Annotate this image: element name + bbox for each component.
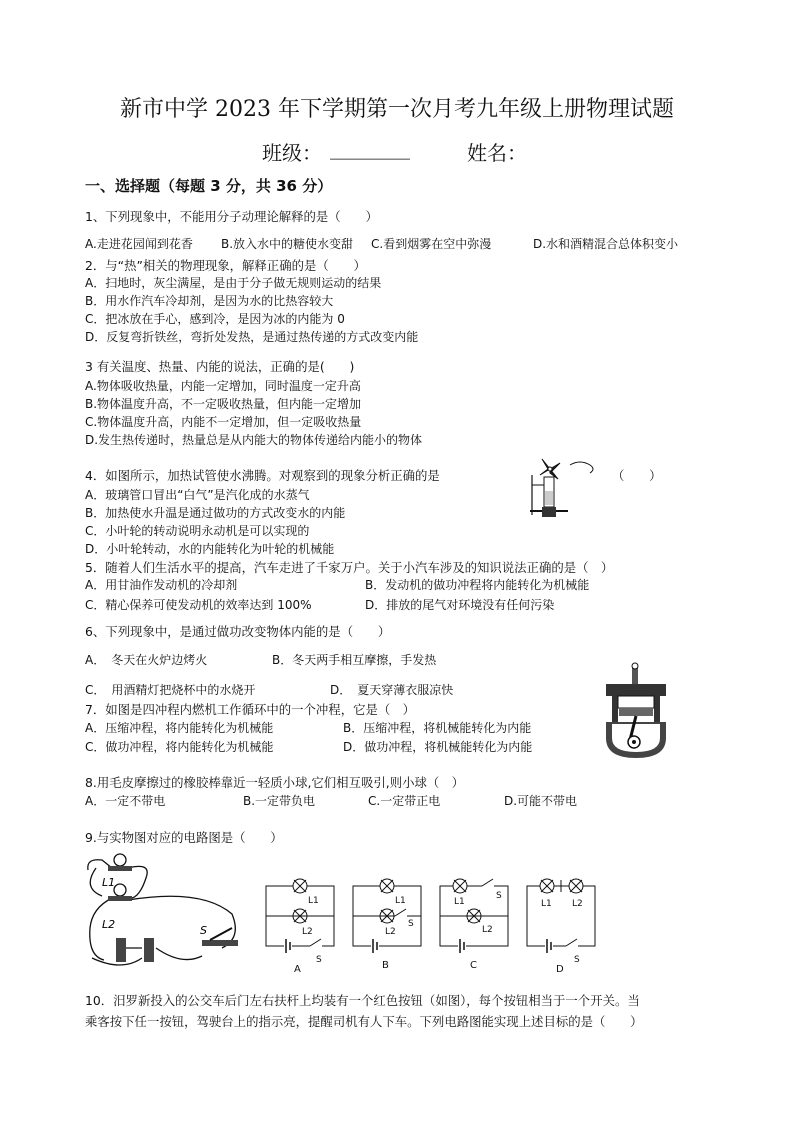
q7-engine-figure [598,660,674,760]
q3-option-a[interactable]: A.物体吸收热量，内能一定增加，同时温度一定升高 [85,379,361,393]
q4-option-b[interactable]: B．加热使水升温是通过做功的方式改变水的内能 [85,506,346,520]
q4-paren: （ ） [612,468,662,483]
q8-stem: 8.用毛皮摩擦过的橡胶棒靠近一轻质小球,它们相互吸引,则小球（ ） [85,775,465,790]
class-blank[interactable]: ________ [330,136,410,160]
q7-option-c[interactable]: C．做功冲程，将内能转化为机械能 [85,740,274,754]
circuit-option-c-label[interactable]: C [470,960,477,971]
q1-stem: 1、下列现象中，不能用分子动理论解释的是（ ） [85,209,378,224]
q7-option-a[interactable]: A．压缩冲程，将内能转化为机械能 [85,721,274,735]
q6-option-d[interactable]: D． 夏天穿薄衣服凉快 [330,683,454,697]
circuit-d-label-s: S [574,955,580,965]
circuit-c-label-s: S [496,891,502,901]
q1-option-c[interactable]: C.看到烟雾在空中弥漫 [371,237,492,251]
circuit-option-d-label[interactable]: D [556,964,564,975]
circuit-c-label-l1: L1 [454,897,465,907]
pinwheel-icon [540,459,560,479]
q6-option-a[interactable]: A． 冬天在火炉边烤火 [85,653,208,667]
q2-option-c[interactable]: C．把冰放在手心，感到冷，是因为冰的内能为 0 [85,312,345,326]
q9-stem: 9.与实物图对应的电路图是（ ） [85,830,283,845]
q6-stem: 6、下列现象中，是通过做功改变物体内能的是（ ） [85,624,391,639]
phys-label-l1: L1 [102,876,116,889]
circuit-b-label-l2: L2 [385,927,396,937]
q8-option-c[interactable]: C.一定带正电 [368,794,441,808]
q3-option-d[interactable]: D.发生热传递时，热量总是从内能大的物体传递给内能小的物体 [85,433,423,447]
class-label: 班级： [262,141,322,165]
q4-stem: 4．如图所示，加热试管使水沸腾。对观察到的现象分析正确的是 [85,468,440,483]
q2-option-a[interactable]: A．扫地时，灰尘满屋，是由于分子做无规则运动的结果 [85,276,382,290]
phys-label-s: S [200,924,207,937]
circuit-b-label-l1: L1 [395,896,406,906]
phys-label-l2: L2 [102,918,116,931]
circuit-c-label-l2: L2 [482,925,493,935]
circuit-b-label-s: S [408,919,414,929]
q8-option-b[interactable]: B.一定带负电 [243,794,316,808]
q6-option-b[interactable]: B．冬天两手相互摩擦，手发热 [272,653,437,667]
section-heading: 一、选择题（每题 3 分，共 36 分） [85,177,333,195]
q4-option-d[interactable]: D．小叶轮转动，水的内能转化为叶轮的机械能 [85,542,335,556]
q2-option-b[interactable]: B．用水作汽车冷却剂，是因为水的比热容较大 [85,294,334,308]
q5-option-c[interactable]: C．精心保养可使发动机的效率达到 100% [85,598,312,612]
q3-stem: 3 有关温度、热量、内能的说法，正确的是( ) [85,359,355,374]
q5-option-b[interactable]: B．发动机的做功冲程将内能转化为机械能 [365,578,590,592]
q3-option-b[interactable]: B.物体温度升高，不一定吸收热量，但内能一定增加 [85,397,362,411]
q4-option-c[interactable]: C．小叶轮的转动说明永动机是可以实现的 [85,524,310,538]
q4-option-a[interactable]: A．玻璃管口冒出“白气”是汽化成的水蒸气 [85,488,310,502]
q5-option-d[interactable]: D．排放的尾气对环境没有任何污染 [365,598,555,612]
q7-option-d[interactable]: D．做功冲程，将机械能转化为内能 [343,740,533,754]
q5-option-a[interactable]: A．用甘油作发动机的冷却剂 [85,578,238,592]
circuit-option-b-label[interactable]: B [382,960,389,971]
q8-option-a[interactable]: A．一定不带电 [85,794,166,808]
q1-option-a[interactable]: A.走进花园闻到花香 [85,237,193,251]
q4-apparatus-figure [520,455,610,525]
circuit-a-label-l2: L2 [302,927,313,937]
q10-stem-line1: 10．汨罗新投入的公交车后门左右扶杆上均装有一个红色按钮（如图），每个按钮相当于一个开关。当 [85,993,640,1008]
circuit-option-a-label[interactable]: A [294,964,301,975]
q1-option-d[interactable]: D.水和酒精混合总体积变小 [533,237,679,251]
q10-stem-line2: 乘客按下任一按钮，驾驶台上的指示亮，提醒司机有人下车。下列电路图能实现上述目标的是（ ） [85,1014,643,1029]
q8-option-d[interactable]: D.可能不带电 [504,794,578,808]
q7-option-b[interactable]: B．压缩冲程，将机械能转化为内能 [343,721,532,735]
circuit-a-label-l1: L1 [308,896,319,906]
q2-stem: 2．与“热”相关的物理现象，解释正确的是（ ） [85,258,366,273]
q3-option-c[interactable]: C.物体温度升高，内能不一定增加，但一定吸收热量 [85,415,362,429]
q2-option-d[interactable]: D．反复弯折铁丝，弯折处发热，是通过热传递的方式改变内能 [85,330,419,344]
circuit-d-label-l2: L2 [572,899,583,909]
name-label: 姓名： [467,141,527,165]
page-title: 新市中学 2023 年下学期第一次月考九年级上册物理试题 [120,97,674,122]
q6-option-c[interactable]: C． 用酒精灯把烧杯中的水烧开 [85,683,256,697]
q9-physical-circuit-figure [82,848,252,976]
circuit-a-label-s: S [316,955,322,965]
q1-option-b[interactable]: B.放入水中的糖使水变甜 [221,237,354,251]
circuit-d-label-l1: L1 [541,899,552,909]
q7-stem: 7．如图是四冲程内燃机工作循环中的一个冲程，它是（ ） [85,702,416,717]
q5-stem: 5．随着人们生活水平的提高，汽车走进了千家万户。关于小汽车涉及的知识说法正确的是（ ） [85,560,614,575]
q9-circuit-options-figure [258,876,608,976]
